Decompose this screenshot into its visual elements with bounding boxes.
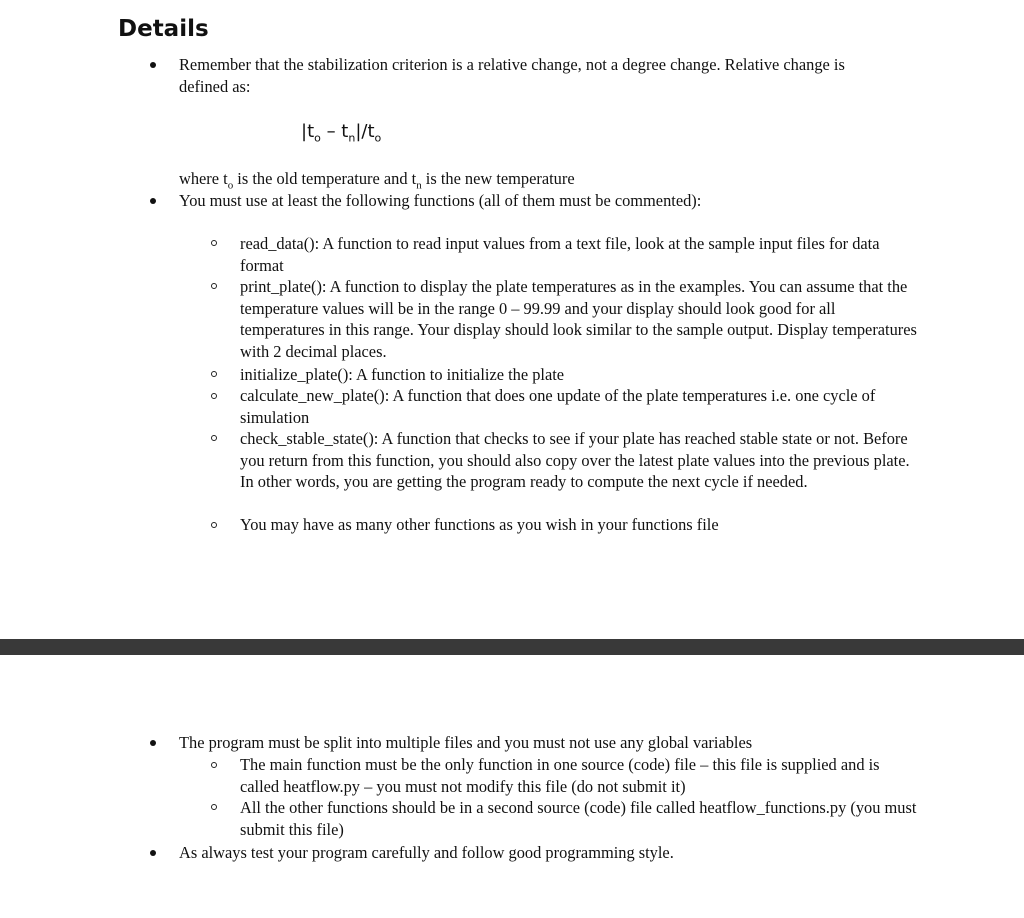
sub-bullet-marker [211, 371, 217, 377]
stabilization-bullet-text: Remember that the stabilization criterion is a relative change, not a degree change. Relative change is defined as: [179, 55, 845, 96]
split-files-bullet-text: The program must be split into multiple files and you must not use any global variables [179, 733, 753, 752]
bullet-marker [150, 850, 156, 856]
formula-part: – t [320, 121, 349, 142]
function-item-calculate-new-plate: calculate_new_plate(): A function that does one update of the plate temperatures i.e. one cycle of simulation [240, 386, 876, 427]
function-item-read-data: read_data(): A function to read input values from a text file, look at the sample input files for data format [240, 234, 880, 275]
bullet-marker [150, 62, 156, 68]
function-item-other-functions: You may have as many other functions as you wish in your functions file [240, 515, 719, 534]
bullet-marker [150, 740, 156, 746]
where-part: where t [179, 169, 228, 188]
details-heading: Details [118, 16, 209, 42]
formula-subscript: o [374, 131, 382, 145]
sub-bullet-marker [211, 522, 217, 528]
function-item-check-stable-state: check_stable_state(): A function that checks to see if your plate has reached stable state or not. Before you return from this function, you should also copy over the latest plate values into the previous plate. In other words, you are getting the program ready to compute the next cycle if needed. [240, 429, 910, 491]
testing-bullet-text: As always test your program carefully and follow good programming style. [179, 843, 674, 862]
sub-bullet-marker [211, 435, 217, 441]
formula-subscript: n [348, 131, 356, 145]
formula-part: |t [301, 121, 315, 142]
function-item-print-plate: print_plate(): A function to display the plate temperatures as in the examples. You can assume that the temperature values will be in the range 0 – 99.99 and your display should look good for all temperatures in this range. Your display should look similar to the sample output. Display temperatures with 2 decimal places. [240, 277, 917, 361]
sub-bullet-marker [211, 393, 217, 399]
sub-bullet-marker [211, 762, 217, 768]
where-part: is the new temperature [421, 169, 575, 188]
sub-bullet-marker [211, 804, 217, 810]
formula-subscript: o [314, 131, 321, 145]
sub-bullet-marker [211, 283, 217, 289]
sub-bullet-marker [211, 240, 217, 246]
function-item-initialize-plate: initialize_plate(): A function to initialize the plate [240, 365, 565, 384]
split-item-other-functions: All the other functions should be in a second source (code) file called heatflow_functions.py (you must submit this file) [240, 798, 917, 839]
split-item-main-function: The main function must be the only function in one source (code) file – this file is supplied and is called heatflow.py – you must not modify this file (do not submit it) [240, 755, 880, 796]
where-part: is the old temperature and t [233, 169, 417, 188]
functions-bullet-text: You must use at least the following functions (all of them must be commented): [179, 191, 702, 210]
where-subscript: n [416, 179, 422, 192]
bullet-marker [150, 198, 156, 204]
page-break-divider [0, 639, 1024, 655]
where-subscript: o [227, 179, 234, 192]
formula-part: |/t [355, 121, 375, 142]
relative-change-formula [301, 121, 381, 145]
